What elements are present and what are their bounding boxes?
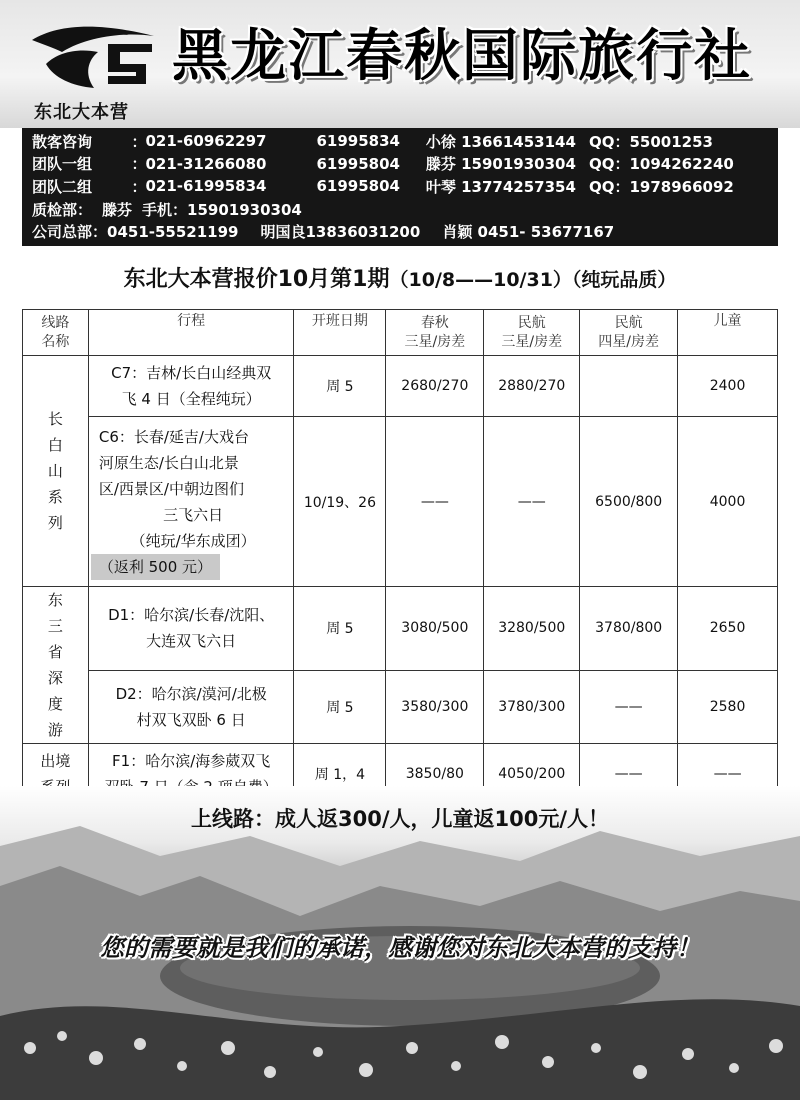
route-cell: D1：哈尔滨/长春/沈阳、 大连双飞六日 [88,587,294,671]
dates-cell: 周 5 [294,356,386,417]
price-period-title [0,262,800,293]
contact-phone-alt: 61995834 [316,132,400,151]
contact-qq: QQ：55001253 [588,132,713,151]
hq-contact2: 肖颖 0451- 53677167 [442,223,615,242]
slogan-text: 您的需要就是我们的承诺，感谢您对东北大本营的支持！ [100,934,700,962]
contact-qq: QQ：1978966092 [588,177,734,196]
brand-title: 黑龙江春秋国际旅行社 [172,24,752,89]
col-dates: 开班日期 [294,310,386,356]
chunqiu-price: 3080/500 [386,587,484,671]
hq-phone: 0451-55521199 [107,222,239,241]
contact-phone: 021-31266080 [145,154,267,173]
route-cell: F1：哈尔滨/海参葳双飞 [88,744,294,805]
contact-phone: 021-60962297 [145,132,267,151]
table-row [23,670,778,743]
qc-label: 质检部： [32,200,93,219]
contact-row-team2: 团队二组 ： 021-61995834 61995804 叶琴 13774257354 QQ：1978966092 [32,175,768,198]
child-price: 4000 [678,417,778,587]
group-chujing: 出境 [23,744,89,805]
minhang4-price: —— [580,744,678,805]
contact-row-retail: 散客咨询 ： 021-60962297 61995834 小徐 13661453144 QQ：55001253 [32,130,768,153]
hq-label: 公司总部： [32,223,108,242]
promo-rebate-text: 上线路：成人返300/人，儿童返100元/人！ [190,807,609,831]
price-table [22,309,778,805]
child-price: —— [678,744,778,805]
child-price: 2400 [678,356,778,417]
contact-person: 滕芬 15901930304 [425,155,576,174]
route-cell: C7：吉林/长白山经典双 飞 4 日（全程纯玩） [88,356,294,417]
col-child: 儿童 [678,310,778,356]
chunqiu-price: —— [386,417,484,587]
chunqiu-price: 2680/270 [386,356,484,417]
chunqiu-price: 3580/300 [386,670,484,743]
qc-mobile: 手机：15901930304 [142,200,302,219]
contact-person: 小徐 13661453144 [425,132,576,151]
rebate-badge: （返利 500 元） [91,554,220,580]
title-range: （10/8——10/31） [389,269,572,291]
minhang4-price: 6500/800 [580,417,678,587]
dates-cell: 周 1，4 [294,744,386,805]
minhang3-price: —— [484,417,580,587]
route-cell: D2：哈尔滨/漠河/北极 村双飞双卧 6 日 [88,670,294,743]
contact-phone-alt: 61995804 [316,177,400,196]
col-minhang-3star: 民航 三星/房差 [484,310,580,356]
qc-name: 滕芬 [102,200,133,219]
child-price: 2580 [678,670,778,743]
table-header-row [23,310,778,356]
dates-cell: 周 5 [294,587,386,671]
contact-panel [22,128,778,246]
table-row [23,587,778,671]
org-name: 东北大本营 [34,102,129,123]
contact-label: 团队二组 [32,177,93,196]
contact-label: 团队一组 [32,155,93,174]
child-price: 2650 [678,587,778,671]
contact-row-team1: 团队一组 ： 021-31266080 61995804 滕芬 15901930304 QQ：1094262240 [32,153,768,176]
minhang4-price: 3780/800 [580,587,678,671]
col-chunqiu: 春秋 三星/房差 [386,310,484,356]
contact-phone: 021-61995834 [145,177,267,196]
contact-qq: QQ：1094262240 [588,155,734,174]
minhang4-price [580,356,678,417]
contact-row-qc [32,198,768,221]
dates-cell: 周 5 [294,670,386,743]
minhang3-price: 4050/200 [484,744,580,805]
minhang3-price: 2880/270 [484,356,580,417]
header-banner [0,0,800,128]
minhang4-price: —— [580,670,678,743]
title-main: 东北大本营报价10月第1期 [123,267,390,292]
title-quality: （纯玩品质） [571,269,677,291]
col-itinerary: 行程 [88,310,294,356]
route-cell: C6：长春/延吉/大戏台 河原生态/长白山北景 区/西景区/中朝边图们 三飞六日 （纯玩/华东成团） （返利 500 元） [88,417,294,587]
chunqiu-price: 3850/80 [386,744,484,805]
minhang3-price: 3280/500 [484,587,580,671]
dates-cell: 10/19、26 [294,417,386,587]
contact-person: 叶琴 13774257354 [425,177,576,196]
hq-contact1: 明国良13836031200 [260,223,421,242]
col-line-name: 线路 名称 [23,310,89,356]
group-dongsansheng: 东 三 省 深 度 游 [23,587,89,744]
table-row [23,356,778,417]
contact-row-hq [32,220,768,243]
contact-phone-alt: 61995804 [316,154,400,173]
contact-label: 散客咨询 [32,132,93,151]
col-minhang-4star: 民航 四星/房差 [580,310,678,356]
minhang3-price: 3780/300 [484,670,580,743]
company-logo-icon [28,22,156,92]
table-row [23,417,778,587]
group-changbai: 长 白 山 系 列 [23,356,89,587]
